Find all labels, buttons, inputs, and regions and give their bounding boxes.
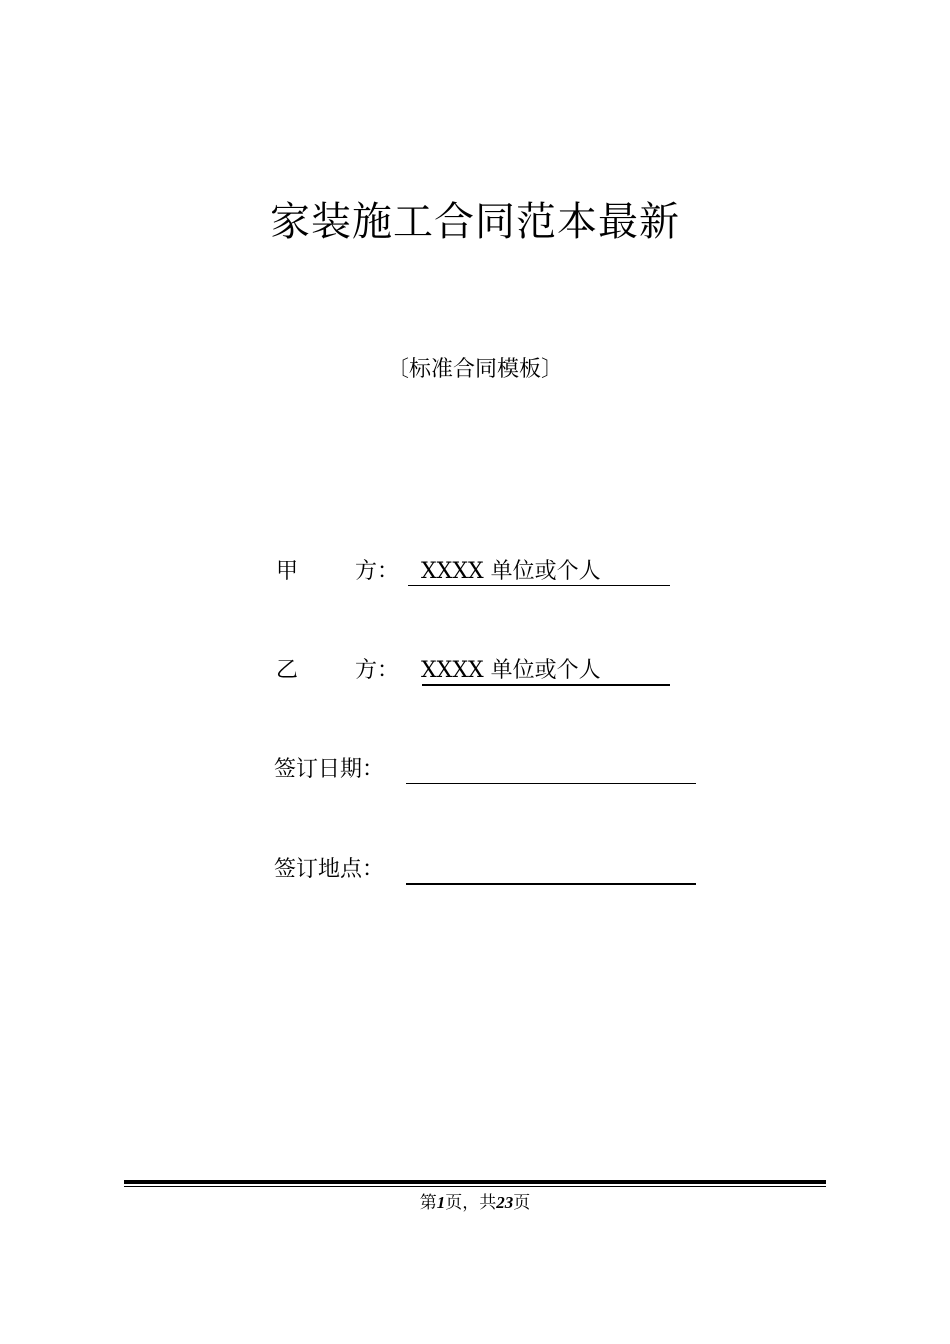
footer-rule-thin xyxy=(124,1186,826,1187)
party-a-label-char1: 甲 xyxy=(276,559,299,584)
page-number-footer xyxy=(0,1188,950,1213)
footer-total-pages: 23 xyxy=(496,1193,514,1212)
party-b-underline xyxy=(422,684,670,686)
footer-rule-thick xyxy=(124,1180,826,1184)
party-a-underline xyxy=(408,585,670,586)
document-title: 家装施工合同范本最新 xyxy=(270,199,680,245)
party-b-label-char1: 乙 xyxy=(276,658,299,683)
party-a-value: XXXX 单位或个人 xyxy=(421,559,601,584)
party-b-label-char2: 方： xyxy=(355,658,400,683)
party-a-label-char2: 方： xyxy=(355,559,400,584)
document-subtitle: 〔标准合同模板〕 xyxy=(386,357,563,382)
footer-middle: 页，共 xyxy=(445,1193,497,1212)
sign-place-underline xyxy=(406,883,696,885)
party-b-value: XXXX 单位或个人 xyxy=(421,658,601,683)
sign-date-underline xyxy=(406,783,696,784)
sign-date-label: 签订日期： xyxy=(274,757,385,782)
footer-suffix: 页 xyxy=(513,1193,531,1212)
footer-current-page: 1 xyxy=(436,1193,446,1212)
footer-prefix: 第 xyxy=(419,1193,437,1212)
sign-place-label: 签订地点： xyxy=(274,857,385,882)
